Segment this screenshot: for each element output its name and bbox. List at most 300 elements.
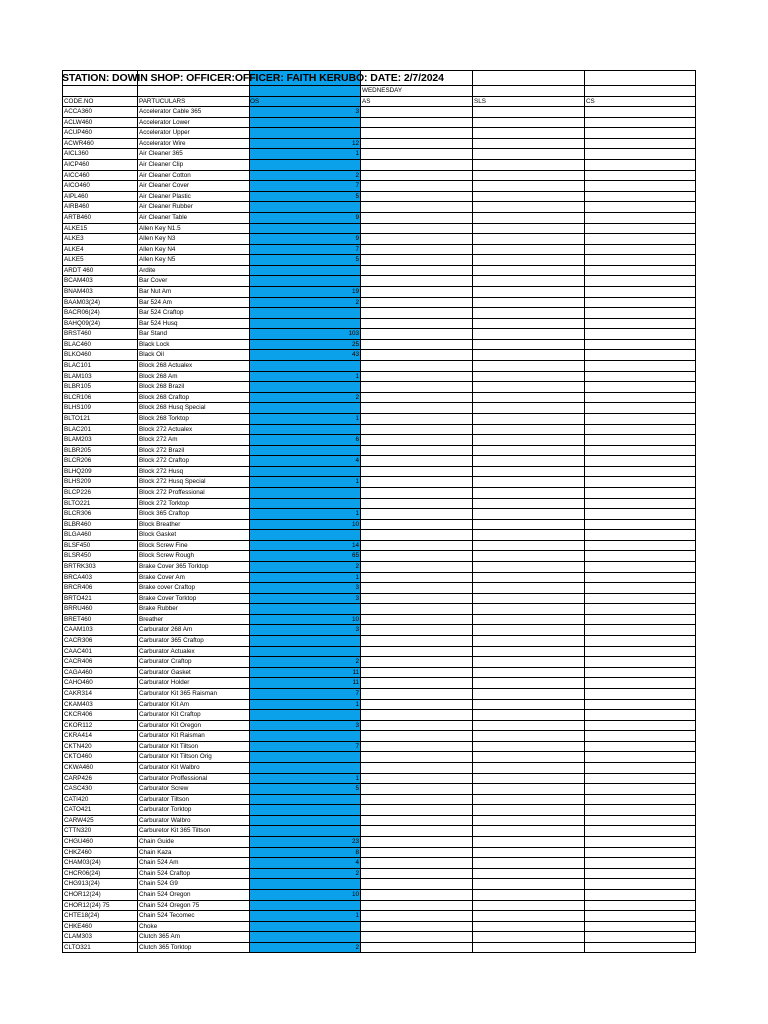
cs-cell[interactable] xyxy=(584,678,696,688)
as-cell[interactable] xyxy=(360,181,472,191)
particulars-cell[interactable]: Carburator Holder xyxy=(137,678,249,688)
os-cell[interactable]: 12 xyxy=(249,139,360,149)
particulars-cell[interactable]: Block 272 Proffessional xyxy=(137,488,249,498)
sls-cell[interactable] xyxy=(472,160,584,170)
os-cell[interactable] xyxy=(249,446,360,456)
code-cell[interactable]: CHKE460 xyxy=(62,922,137,932)
as-cell[interactable] xyxy=(360,171,472,181)
sls-cell[interactable] xyxy=(472,943,584,953)
sls-cell[interactable] xyxy=(472,118,584,128)
cs-cell[interactable] xyxy=(584,594,696,604)
sls-cell[interactable] xyxy=(472,372,584,382)
code-cell[interactable]: BRTO421 xyxy=(62,594,137,604)
sls-cell[interactable] xyxy=(472,879,584,889)
as-cell[interactable] xyxy=(360,393,472,403)
os-cell[interactable]: 2 xyxy=(249,171,360,181)
os-cell[interactable]: 6 xyxy=(249,435,360,445)
os-cell[interactable]: 1 xyxy=(249,414,360,424)
as-cell[interactable] xyxy=(360,647,472,657)
particulars-cell[interactable]: Brake Cover 365 Torktop xyxy=(137,562,249,572)
code-cell[interactable]: BLTO221 xyxy=(62,499,137,509)
os-cell[interactable]: 103 xyxy=(249,329,360,339)
os-cell[interactable] xyxy=(249,425,360,435)
code-cell[interactable]: BLCP226 xyxy=(62,488,137,498)
as-cell[interactable] xyxy=(360,298,472,308)
sls-cell[interactable] xyxy=(472,467,584,477)
sls-cell[interactable] xyxy=(472,594,584,604)
as-cell[interactable] xyxy=(360,932,472,942)
as-cell[interactable] xyxy=(360,224,472,234)
code-cell[interactable]: BLAC460 xyxy=(62,340,137,350)
particulars-cell[interactable]: Chain 524 Tecomec xyxy=(137,911,249,921)
os-cell[interactable]: 7 xyxy=(249,245,360,255)
os-cell[interactable] xyxy=(249,752,360,762)
particulars-cell[interactable]: Block Breather xyxy=(137,520,249,530)
sls-cell[interactable] xyxy=(472,171,584,181)
cs-cell[interactable] xyxy=(584,615,696,625)
particulars-cell[interactable]: Carburator Kit Tiltson xyxy=(137,742,249,752)
os-cell[interactable] xyxy=(249,361,360,371)
os-cell[interactable]: 11 xyxy=(249,678,360,688)
particulars-cell[interactable]: Allen Key N5 xyxy=(137,255,249,265)
particulars-cell[interactable]: Block 268 Brazil xyxy=(137,382,249,392)
particulars-cell[interactable]: Block 272 Torktop xyxy=(137,499,249,509)
os-cell[interactable]: 4 xyxy=(249,456,360,466)
cs-cell[interactable] xyxy=(584,520,696,530)
cs-cell[interactable] xyxy=(584,255,696,265)
os-cell[interactable]: 10 xyxy=(249,615,360,625)
os-cell[interactable] xyxy=(249,488,360,498)
sls-cell[interactable] xyxy=(472,625,584,635)
os-cell[interactable] xyxy=(249,731,360,741)
as-cell[interactable] xyxy=(360,245,472,255)
sls-cell[interactable] xyxy=(472,784,584,794)
sls-cell[interactable] xyxy=(472,192,584,202)
os-cell[interactable] xyxy=(249,710,360,720)
cs-cell[interactable] xyxy=(584,287,696,297)
os-cell[interactable]: 9 xyxy=(249,234,360,244)
particulars-cell[interactable]: Bar 524 Craftop xyxy=(137,308,249,318)
code-cell[interactable]: BLKO460 xyxy=(62,350,137,360)
cs-cell[interactable] xyxy=(584,213,696,223)
os-cell[interactable]: 19 xyxy=(249,287,360,297)
particulars-cell[interactable]: Carburator Actualex xyxy=(137,647,249,657)
code-cell[interactable]: BLHS209 xyxy=(62,477,137,487)
cs-cell[interactable] xyxy=(584,858,696,868)
os-cell[interactable] xyxy=(249,160,360,170)
as-cell[interactable] xyxy=(360,615,472,625)
code-cell[interactable]: BLAC101 xyxy=(62,361,137,371)
cs-cell[interactable] xyxy=(584,509,696,519)
code-cell[interactable]: BLGA460 xyxy=(62,530,137,540)
cs-cell[interactable] xyxy=(584,139,696,149)
cs-cell[interactable] xyxy=(584,657,696,667)
sls-cell[interactable] xyxy=(472,858,584,868)
cs-cell[interactable] xyxy=(584,202,696,212)
particulars-cell[interactable]: Block 272 Husq xyxy=(137,467,249,477)
sls-cell[interactable] xyxy=(472,890,584,900)
particulars-cell[interactable]: Block 272 Brazil xyxy=(137,446,249,456)
code-cell[interactable]: BAHQ09(24) xyxy=(62,319,137,329)
cs-cell[interactable] xyxy=(584,901,696,911)
sls-cell[interactable] xyxy=(472,107,584,117)
particulars-cell[interactable]: Bar Nut Am xyxy=(137,287,249,297)
cs-cell[interactable] xyxy=(584,107,696,117)
particulars-cell[interactable]: Block 268 Craftop xyxy=(137,393,249,403)
cs-cell[interactable] xyxy=(584,816,696,826)
cs-cell[interactable] xyxy=(584,551,696,561)
code-cell[interactable]: AICC460 xyxy=(62,171,137,181)
particulars-cell[interactable]: Chain 524 G9 xyxy=(137,879,249,889)
cs-cell[interactable] xyxy=(584,763,696,773)
header-as[interactable]: AS xyxy=(360,97,472,107)
sls-cell[interactable] xyxy=(472,435,584,445)
code-cell[interactable]: BCAM403 xyxy=(62,276,137,286)
os-cell[interactable] xyxy=(249,308,360,318)
os-cell[interactable]: 1 xyxy=(249,573,360,583)
particulars-cell[interactable]: Block 268 Husq Special xyxy=(137,403,249,413)
sls-cell[interactable] xyxy=(472,763,584,773)
cs-cell[interactable] xyxy=(584,149,696,159)
sls-cell[interactable] xyxy=(472,361,584,371)
as-cell[interactable] xyxy=(360,901,472,911)
code-cell[interactable]: BRRU460 xyxy=(62,604,137,614)
cs-cell[interactable] xyxy=(584,245,696,255)
particulars-cell[interactable]: Chain 524 Am xyxy=(137,858,249,868)
as-cell[interactable] xyxy=(360,255,472,265)
as-cell[interactable] xyxy=(360,879,472,889)
as-cell[interactable] xyxy=(360,604,472,614)
cs-cell[interactable] xyxy=(584,234,696,244)
particulars-cell[interactable]: Allen Key N3 xyxy=(137,234,249,244)
as-cell[interactable] xyxy=(360,202,472,212)
code-cell[interactable]: BLAC201 xyxy=(62,425,137,435)
particulars-cell[interactable]: Carburator Kit Am xyxy=(137,700,249,710)
code-cell[interactable]: CACR306 xyxy=(62,636,137,646)
cs-cell[interactable] xyxy=(584,350,696,360)
sls-cell[interactable] xyxy=(472,848,584,858)
as-cell[interactable] xyxy=(360,742,472,752)
code-cell[interactable]: CHGU460 xyxy=(62,837,137,847)
as-cell[interactable] xyxy=(360,911,472,921)
os-cell[interactable]: 3 xyxy=(249,107,360,117)
os-cell[interactable]: 14 xyxy=(249,541,360,551)
cs-cell[interactable] xyxy=(584,425,696,435)
code-cell[interactable]: CHG913(24) xyxy=(62,879,137,889)
os-cell[interactable] xyxy=(249,901,360,911)
cs-cell[interactable] xyxy=(584,869,696,879)
cs-cell[interactable] xyxy=(584,774,696,784)
sls-cell[interactable] xyxy=(472,837,584,847)
code-cell[interactable]: BLAM203 xyxy=(62,435,137,445)
os-cell[interactable] xyxy=(249,128,360,138)
os-cell[interactable] xyxy=(249,276,360,286)
code-cell[interactable]: ACWR460 xyxy=(62,139,137,149)
code-cell[interactable]: ALKE4 xyxy=(62,245,137,255)
sls-cell[interactable] xyxy=(472,573,584,583)
particulars-cell[interactable]: Bar 524 Husq xyxy=(137,319,249,329)
as-cell[interactable] xyxy=(360,657,472,667)
sls-cell[interactable] xyxy=(472,636,584,646)
sls-cell[interactable] xyxy=(472,742,584,752)
as-cell[interactable] xyxy=(360,192,472,202)
sls-cell[interactable] xyxy=(472,678,584,688)
as-cell[interactable] xyxy=(360,551,472,561)
as-cell[interactable] xyxy=(360,530,472,540)
particulars-cell[interactable]: Carburetor Kit 365 Tiltson xyxy=(137,826,249,836)
os-cell[interactable]: 3 xyxy=(249,625,360,635)
particulars-cell[interactable]: Accelerator Wire xyxy=(137,139,249,149)
cs-cell[interactable] xyxy=(584,689,696,699)
code-cell[interactable]: BACR06(24) xyxy=(62,308,137,318)
cs-cell[interactable] xyxy=(584,826,696,836)
code-cell[interactable]: BRCR406 xyxy=(62,583,137,593)
cs-cell[interactable] xyxy=(584,636,696,646)
as-cell[interactable] xyxy=(360,488,472,498)
particulars-cell[interactable]: Chain 524 Craftop xyxy=(137,869,249,879)
os-cell[interactable]: 9 xyxy=(249,213,360,223)
particulars-cell[interactable]: Block 268 Actualex xyxy=(137,361,249,371)
sls-cell[interactable] xyxy=(472,181,584,191)
particulars-cell[interactable]: Black Oil xyxy=(137,350,249,360)
os-cell[interactable]: 10 xyxy=(249,890,360,900)
as-cell[interactable] xyxy=(360,372,472,382)
sls-cell[interactable] xyxy=(472,869,584,879)
cs-cell[interactable] xyxy=(584,488,696,498)
code-cell[interactable]: CARW425 xyxy=(62,816,137,826)
sls-cell[interactable] xyxy=(472,308,584,318)
cs-cell[interactable] xyxy=(584,668,696,678)
as-cell[interactable] xyxy=(360,594,472,604)
cs-cell[interactable] xyxy=(584,467,696,477)
as-cell[interactable] xyxy=(360,573,472,583)
sls-cell[interactable] xyxy=(472,731,584,741)
as-cell[interactable] xyxy=(360,837,472,847)
code-cell[interactable]: CHOR12(24) xyxy=(62,890,137,900)
particulars-cell[interactable]: Block 272 Am xyxy=(137,435,249,445)
sls-cell[interactable] xyxy=(472,298,584,308)
as-cell[interactable] xyxy=(360,414,472,424)
particulars-cell[interactable]: Air Cleaner Cover xyxy=(137,181,249,191)
particulars-cell[interactable]: Carburator Kit Tiltson Orig xyxy=(137,752,249,762)
cs-cell[interactable] xyxy=(584,224,696,234)
code-cell[interactable]: BRTRK303 xyxy=(62,562,137,572)
as-cell[interactable] xyxy=(360,446,472,456)
sls-cell[interactable] xyxy=(472,795,584,805)
sls-cell[interactable] xyxy=(472,319,584,329)
code-cell[interactable]: BLBR105 xyxy=(62,382,137,392)
as-cell[interactable] xyxy=(360,795,472,805)
title-cell[interactable] xyxy=(472,71,584,85)
particulars-cell[interactable]: Accelerator Upper xyxy=(137,128,249,138)
os-cell[interactable]: 7 xyxy=(249,181,360,191)
os-cell[interactable] xyxy=(249,266,360,276)
as-cell[interactable] xyxy=(360,350,472,360)
sls-cell[interactable] xyxy=(472,287,584,297)
cs-cell[interactable] xyxy=(584,647,696,657)
as-cell[interactable] xyxy=(360,784,472,794)
cs-cell[interactable] xyxy=(584,118,696,128)
code-cell[interactable]: CATO421 xyxy=(62,805,137,815)
os-cell[interactable]: 7 xyxy=(249,742,360,752)
cs-cell[interactable] xyxy=(584,943,696,953)
code-cell[interactable]: BLHQ209 xyxy=(62,467,137,477)
as-cell[interactable] xyxy=(360,562,472,572)
particulars-cell[interactable]: Chain Kaza xyxy=(137,848,249,858)
sls-cell[interactable] xyxy=(472,615,584,625)
code-cell[interactable]: ACCA360 xyxy=(62,107,137,117)
cs-cell[interactable] xyxy=(584,382,696,392)
particulars-cell[interactable]: Clutch 365 Torktop xyxy=(137,943,249,953)
os-cell[interactable]: 23 xyxy=(249,837,360,847)
particulars-cell[interactable]: Air Cleaner Cotton xyxy=(137,171,249,181)
as-cell[interactable] xyxy=(360,710,472,720)
as-cell[interactable] xyxy=(360,128,472,138)
cs-cell[interactable] xyxy=(584,181,696,191)
cs-cell[interactable] xyxy=(584,340,696,350)
os-cell[interactable]: 2 xyxy=(249,393,360,403)
particulars-cell[interactable]: Carburator Torktop xyxy=(137,805,249,815)
as-cell[interactable] xyxy=(360,340,472,350)
as-cell[interactable] xyxy=(360,636,472,646)
header-code[interactable]: CODE.NO xyxy=(62,97,137,107)
cs-cell[interactable] xyxy=(584,160,696,170)
sls-cell[interactable] xyxy=(472,202,584,212)
as-cell[interactable] xyxy=(360,700,472,710)
cs-cell[interactable] xyxy=(584,604,696,614)
as-cell[interactable] xyxy=(360,308,472,318)
os-cell[interactable]: 11 xyxy=(249,668,360,678)
sls-cell[interactable] xyxy=(472,541,584,551)
as-cell[interactable] xyxy=(360,234,472,244)
code-cell[interactable]: CASC430 xyxy=(62,784,137,794)
cs-cell[interactable] xyxy=(584,298,696,308)
cs-cell[interactable] xyxy=(584,499,696,509)
as-cell[interactable] xyxy=(360,477,472,487)
os-cell[interactable]: 8 xyxy=(249,848,360,858)
particulars-cell[interactable]: Accelerator Cable 365 xyxy=(137,107,249,117)
particulars-cell[interactable]: Carburator Kit Craftop xyxy=(137,710,249,720)
os-cell[interactable]: 5 xyxy=(249,192,360,202)
sls-cell[interactable] xyxy=(472,551,584,561)
as-cell[interactable] xyxy=(360,425,472,435)
sls-cell[interactable] xyxy=(472,826,584,836)
cs-cell[interactable] xyxy=(584,266,696,276)
cs-cell[interactable] xyxy=(584,403,696,413)
code-cell[interactable]: CHTE18(24) xyxy=(62,911,137,921)
cs-cell[interactable] xyxy=(584,573,696,583)
cs-cell[interactable] xyxy=(584,721,696,731)
code-cell[interactable]: BLSR450 xyxy=(62,551,137,561)
as-cell[interactable] xyxy=(360,403,472,413)
particulars-cell[interactable]: Brake Cover Torktop xyxy=(137,594,249,604)
cs-cell[interactable] xyxy=(584,372,696,382)
code-cell[interactable]: BNAM403 xyxy=(62,287,137,297)
os-cell[interactable]: 1 xyxy=(249,372,360,382)
code-cell[interactable]: CKWA460 xyxy=(62,763,137,773)
sls-cell[interactable] xyxy=(472,583,584,593)
as-cell[interactable] xyxy=(360,721,472,731)
code-cell[interactable]: CHOR12(24) 75 xyxy=(62,901,137,911)
as-cell[interactable] xyxy=(360,922,472,932)
code-cell[interactable]: BRCA403 xyxy=(62,573,137,583)
sls-cell[interactable] xyxy=(472,805,584,815)
particulars-cell[interactable]: Air Cleaner Clip xyxy=(137,160,249,170)
particulars-cell[interactable]: Carburator Kit 365 Raisman xyxy=(137,689,249,699)
sls-cell[interactable] xyxy=(472,340,584,350)
particulars-cell[interactable]: Allen Key N4 xyxy=(137,245,249,255)
code-cell[interactable]: BRST460 xyxy=(62,329,137,339)
as-cell[interactable] xyxy=(360,625,472,635)
particulars-cell[interactable]: Carburator 365 Craftop xyxy=(137,636,249,646)
particulars-cell[interactable]: Block 272 Craftop xyxy=(137,456,249,466)
sls-cell[interactable] xyxy=(472,266,584,276)
code-cell[interactable]: CLTO321 xyxy=(62,943,137,953)
cs-cell[interactable] xyxy=(584,456,696,466)
particulars-cell[interactable]: Clutch 365 Am xyxy=(137,932,249,942)
particulars-cell[interactable]: Carburator 268 Am xyxy=(137,625,249,635)
particulars-cell[interactable]: Brake Cover Am xyxy=(137,573,249,583)
os-cell[interactable] xyxy=(249,530,360,540)
cs-cell[interactable] xyxy=(584,837,696,847)
sls-cell[interactable] xyxy=(472,403,584,413)
cs-cell[interactable] xyxy=(584,446,696,456)
os-cell[interactable]: 5 xyxy=(249,784,360,794)
os-cell[interactable]: 2 xyxy=(249,657,360,667)
title-cell[interactable] xyxy=(584,71,696,85)
sls-cell[interactable] xyxy=(472,721,584,731)
particulars-cell[interactable]: Brake Rubber xyxy=(137,604,249,614)
particulars-cell[interactable]: Black Lock xyxy=(137,340,249,350)
sls-cell[interactable] xyxy=(472,668,584,678)
code-cell[interactable]: BLCR106 xyxy=(62,393,137,403)
os-cell[interactable]: 2 xyxy=(249,562,360,572)
sls-cell[interactable] xyxy=(472,710,584,720)
sls-cell[interactable] xyxy=(472,382,584,392)
code-cell[interactable]: ALKE5 xyxy=(62,255,137,265)
particulars-cell[interactable]: Chain Guide xyxy=(137,837,249,847)
header-particulars[interactable]: PARTUCULARS xyxy=(137,97,249,107)
cs-cell[interactable] xyxy=(584,890,696,900)
code-cell[interactable]: BLHS109 xyxy=(62,403,137,413)
sls-cell[interactable] xyxy=(472,816,584,826)
code-cell[interactable]: CAAM103 xyxy=(62,625,137,635)
sls-cell[interactable] xyxy=(472,425,584,435)
code-cell[interactable]: BLCR306 xyxy=(62,509,137,519)
sls-cell[interactable] xyxy=(472,350,584,360)
os-cell[interactable] xyxy=(249,795,360,805)
as-cell[interactable] xyxy=(360,541,472,551)
cs-cell[interactable] xyxy=(584,710,696,720)
cs-cell[interactable] xyxy=(584,562,696,572)
sls-cell[interactable] xyxy=(472,245,584,255)
particulars-cell[interactable]: Block 268 Torktop xyxy=(137,414,249,424)
sls-cell[interactable] xyxy=(472,689,584,699)
as-cell[interactable] xyxy=(360,816,472,826)
as-cell[interactable] xyxy=(360,731,472,741)
cs-cell[interactable] xyxy=(584,530,696,540)
os-cell[interactable] xyxy=(249,202,360,212)
code-cell[interactable]: ARTB460 xyxy=(62,213,137,223)
particulars-cell[interactable]: Choke xyxy=(137,922,249,932)
particulars-cell[interactable]: Block Gasket xyxy=(137,530,249,540)
os-cell[interactable]: 3 xyxy=(249,583,360,593)
code-cell[interactable]: BAAM03(24) xyxy=(62,298,137,308)
day-label[interactable]: WEDNESDAY xyxy=(360,86,472,96)
sls-cell[interactable] xyxy=(472,520,584,530)
particulars-cell[interactable]: Air Cleaner Rubber xyxy=(137,202,249,212)
cs-cell[interactable] xyxy=(584,435,696,445)
